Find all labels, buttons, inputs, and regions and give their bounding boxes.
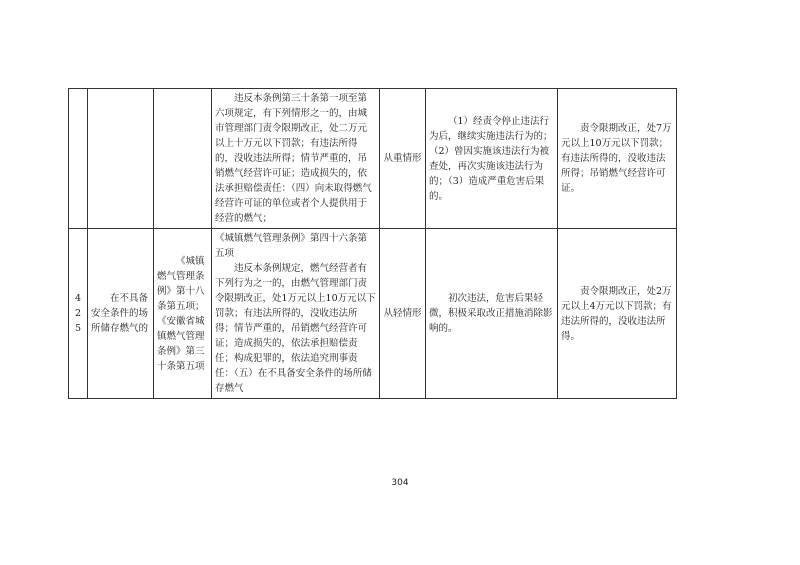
circumstance: 从重情形 [380, 89, 426, 229]
penalty-provision [212, 229, 380, 399]
provision-text: 违反本条例规定，燃气经营者有下列行为之一的，由燃气管理部门责令限期改正，处1万元以上10万元以下罚款；有违法所得的，没收违法所得；情节严重的，吊销燃气经营许可证；造成损失的，依法承担赔偿责任；构成犯罪的，依法追究刑事责任：（五）在不具备安全条件的场所储存燃气 [215, 263, 376, 394]
penalty-provision [212, 89, 380, 229]
table-row [69, 229, 677, 399]
violation-item [88, 89, 154, 229]
table-row [69, 89, 677, 229]
legal-basis [154, 89, 212, 229]
provision-text: 违反本条例第三十条第一项至第六项规定，有下列情形之一的，由城市管理部门责令限期改正，处二万元以上十万元以下罚款；有违法所得的，没收违法所得；情节严重的，吊销燃气经营许可证；造成损失的，依法承担赔偿责任：（四）向未取得燃气经营许可证的单位或者个人提供用于经营的燃气； [215, 93, 372, 224]
provision-title: 《城镇燃气管理条例》第四十六条第五项 [215, 233, 368, 259]
applicable-criteria: （1）经责令停止违法行为后，继续实施违法行为的；（2）曾因实施该违法行为被查处，再次实施该违法行为的；（3）造成严重危害后果的。 [426, 89, 558, 229]
penalty-standard: 责令限期改正，处2万元以上4万元以下罚款；有违法所得的，没收违法所得。 [558, 229, 677, 399]
row-number: 425 [69, 229, 88, 399]
penalty-standard: 责令限期改正，处7万元以上10万元以下罚款；有违法所得的，没收违法所得；吊销燃气经营许可证。 [558, 89, 677, 229]
penalty-table [68, 88, 677, 399]
violation-item: 在不具备安全条件的场所储存燃气的 [88, 229, 154, 399]
legal-basis: 《城镇燃气管理条例》第十八条第五项；《安徽省城镇燃气管理条例》第三十条第五项 [154, 229, 212, 399]
circumstance: 从轻情形 [380, 229, 426, 399]
page-number: 304 [391, 478, 409, 488]
applicable-criteria: 初次违法，危害后果轻微，积极采取改正措施消除影响的。 [426, 229, 558, 399]
row-number [69, 89, 88, 229]
